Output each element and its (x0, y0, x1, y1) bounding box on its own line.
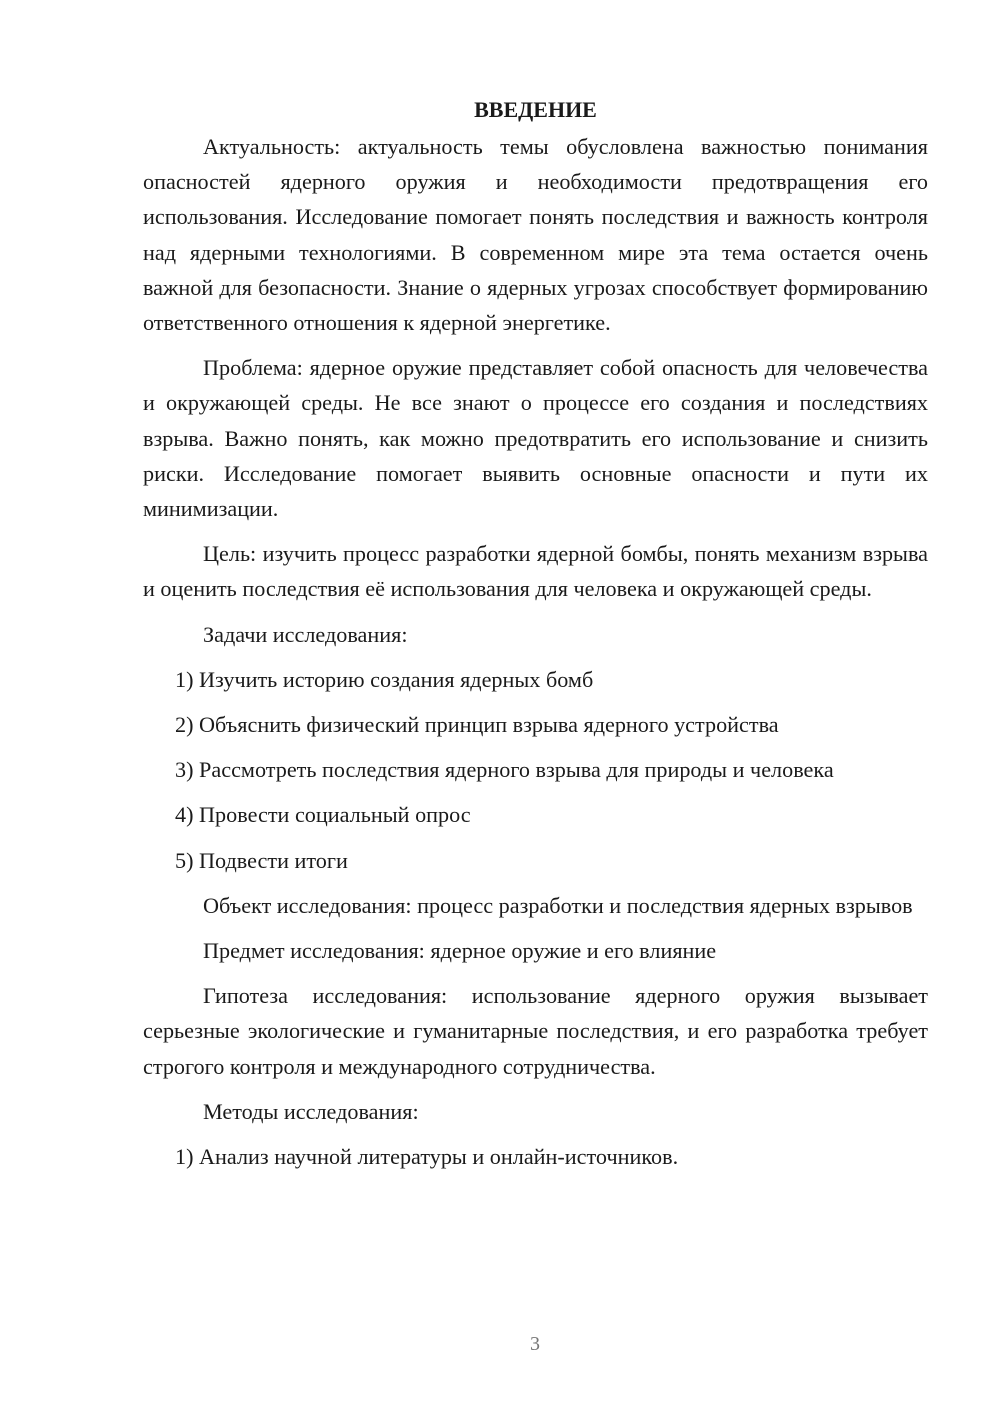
problem-paragraph: Проблема: ядерное оружие представляет собой опасность для человечества и окружающей среды. Не все знают о процессе его создания и последствиях взрыва. Важно понять, как можно предотвратить его использование и снизить риски. Исследование помогает выявить основные опасности и пути их минимизации. (143, 355, 928, 522)
task-item-5: 5) Подвести итоги (175, 847, 348, 873)
method-item-1: 1) Анализ научной литературы и онлайн-источников. (175, 1144, 679, 1170)
object-paragraph: Объект исследования: процесс разработки и последствия ядерных взрывов (203, 892, 913, 918)
task-item-2: 2) Объяснить физический принцип взрыва ядерного устройства (175, 712, 779, 738)
task-item-3: 3) Рассмотреть последствия ядерного взрыва для природы и человека (175, 757, 834, 783)
section-heading: ВВЕДЕНИЕ (474, 97, 597, 122)
subject-paragraph: Предмет исследования: ядерное оружие и его влияние (203, 938, 717, 964)
methods-label: Методы исследования: (203, 1098, 419, 1124)
relevance-paragraph: Актуальность: актуальность темы обусловлена важностью понимания опасностей ядерного оружия и необходимости предотвращения его использования. Исследование помогает понять последствия и важность контроля над ядерными технологиями. В современном мире эта тема остается очень важной для безопасности. Знание о ядерных угрозах способствует формированию ответственного отношения к ядерной энергетике. (143, 134, 928, 336)
hypothesis-paragraph: Гипотеза исследования: использование ядерного оружия вызывает серьезные экологические и гуманитарные последствия, и его разработка требует строгого контроля и международного сотрудничества. (143, 983, 928, 1079)
document-page (143, 92, 928, 1184)
tasks-label: Задачи исследования: (203, 621, 408, 647)
goal-paragraph: Цель: изучить процесс разработки ядерной бомбы, понять механизм взрыва и оценить последствия её использования для человека и окружающей среды. (143, 541, 928, 602)
page-number: 3 (530, 1333, 540, 1355)
task-item-4: 4) Провести социальный опрос (175, 802, 471, 828)
task-item-1: 1) Изучить историю создания ядерных бомб (175, 666, 594, 692)
